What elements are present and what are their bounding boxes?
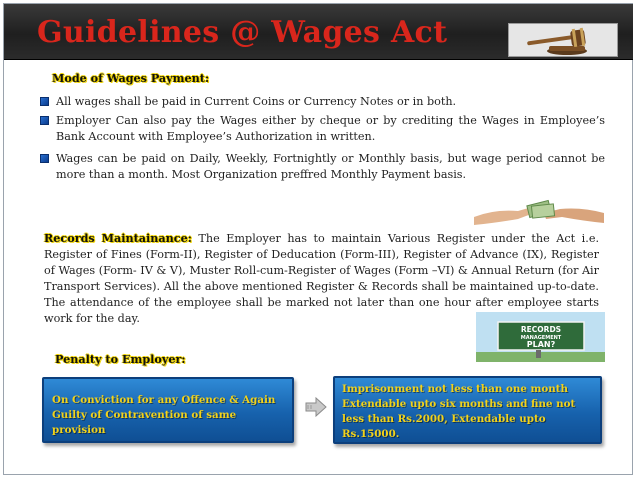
- list-item: [40, 151, 605, 183]
- bullet-text: Wages can be paid on Daily, Weekly, Fortnightly or Monthly basis, but wage period cannot be more than a month. Most Organization preffred Monthly Payment basis.: [56, 152, 605, 181]
- money-handover-image: [474, 195, 604, 227]
- penalty-heading: Penalty to Employer:: [55, 352, 186, 366]
- bullet-text: Employer Can also pay the Wages either by cheque or by crediting the Wages in Employee’s Bank Account with Employee’s Authorization in written.: [56, 114, 605, 143]
- records-text: The Employer has to maintain Various Register under the Act i.e. Register of Fines (Form-II), Register of Deducation (Form-III), Register of Advance (IX), Register of Wages (Form- IV & V), Muster Roll-cum-Register of Wages (Form –VI) & Annual Return (for Air Transport Services). All the above mentioned Register & Records shall be maintained up-to-date. The attendance of the employee shall be marked not later than one hour after employee starts work for the day.: [44, 232, 599, 325]
- gavel-image: [508, 23, 618, 57]
- square-bullet-icon: [40, 116, 49, 125]
- square-bullet-icon: [40, 154, 49, 163]
- svg-text:PLAN?: PLAN?: [526, 340, 556, 349]
- bullet-text: All wages shall be paid in Current Coins or Currency Notes or in both.: [56, 95, 457, 108]
- signpost-icon: [476, 312, 605, 362]
- mode-of-payment-heading: Mode of Wages Payment:: [52, 71, 210, 85]
- right-arrow-icon: [305, 397, 327, 417]
- svg-text:MANAGEMENT: MANAGEMENT: [520, 335, 562, 341]
- conviction-box: [42, 377, 294, 443]
- records-heading: Records Maintainance:: [44, 231, 192, 245]
- records-management-plan-image: [476, 312, 605, 362]
- list-item: [40, 113, 605, 145]
- square-bullet-icon: [40, 97, 49, 106]
- gavel-icon: [509, 24, 618, 57]
- imprisonment-box: [333, 376, 602, 444]
- cash-icon: [474, 195, 604, 227]
- imprisonment-text: Imprisonment not less than one month Extendable upto six months and fine not less than Rs.2000, Extendable upto Rs.15000.: [342, 383, 576, 440]
- slide-title: Guidelines @ Wages Act: [37, 15, 448, 50]
- conviction-text: On Conviction for any Offence & Again Guilty of Contravention of same provision: [52, 394, 276, 436]
- plan-sign-text: RECORDS: [520, 325, 562, 334]
- list-item: [40, 94, 605, 110]
